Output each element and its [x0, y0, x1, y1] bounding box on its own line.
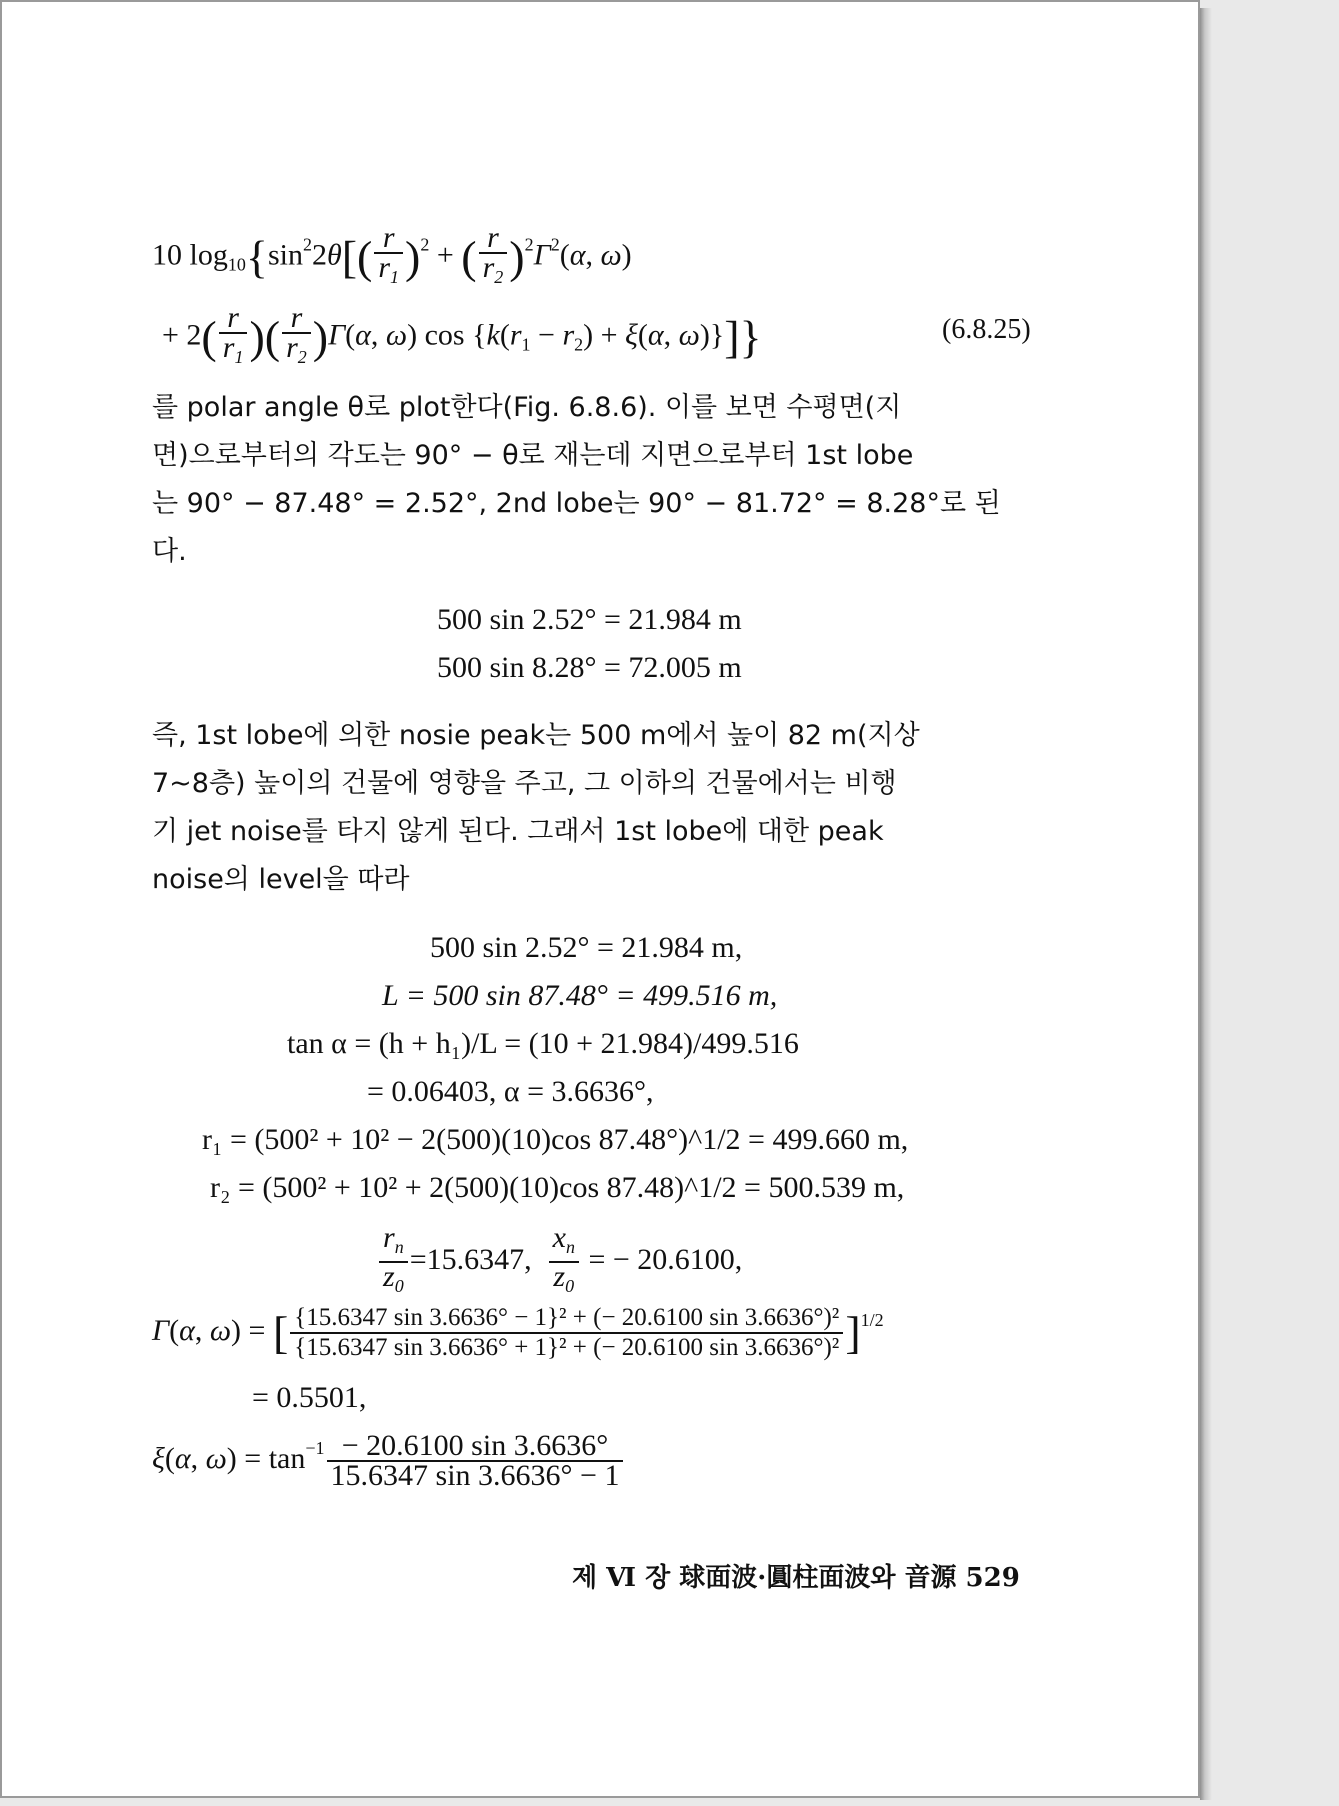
- equation-line-1: 10 $\log_{10}\{\sin^22\theta$[( $\frac{r}{r_1}$ )$^2$ + ( $\frac{r}{r_2}$ )$^2\Gamma^2(\alpha$, ω): [152, 221, 632, 287]
- gamma-exponent: 1/2: [860, 1310, 884, 1330]
- calc2-line-4: = 0.06403, α = 3.6636°,: [367, 1075, 654, 1108]
- gamma-equation: Γ(α, ω) = [ $\frac{\text{\{15.6347 sin 3.6636° − 1\}² + (− 20.6100 sin 3.6636°)²}}{\text{\{15.6347 sin 3.6636° + 1\}² + (− 20.6100 sin 3.6636°)²}}$ ]$^{1/2}$: [152, 1304, 884, 1362]
- calc1-line-1: 500 sin 2.52° = 21.984 m: [437, 603, 742, 636]
- xi-numerator: − 20.6100 sin 3.6636°: [327, 1432, 624, 1462]
- paragraph-2-line-2: 7~8층) 높이의 건물에 영향을 주고, 그 이하의 건물에서는 비행: [152, 768, 897, 799]
- calc1-line-2: 500 sin 8.28° = 72.005 m: [437, 651, 742, 684]
- calc2-line-1: 500 sin 2.52° = 21.984 m,: [430, 931, 743, 964]
- paragraph-2-line-3: 기 jet noise를 타지 않게 된다. 그래서 1st lobe에 대한 peak: [152, 816, 884, 847]
- calc2-line-5: r₁ = (500² + 10² − 2(500)(10)cos 87.48°)^1/2 = 499.660 m,: [202, 1123, 909, 1156]
- page-edge: [1200, 8, 1212, 1800]
- equation-number: (6.8.25): [942, 314, 1031, 345]
- gamma-denominator: {15.6347 sin 3.6636° + 1}² + (− 20.6100 sin 3.6636°)²: [294, 1334, 840, 1362]
- paragraph-1-line-2: 면)으로부터의 각도는 90° − θ로 재는데 지면으로부터 1st lobe: [152, 440, 914, 471]
- paragraph-1-line-1: 를 polar angle θ로 plot한다(Fig. 6.8.6). 이를 보면 수평면(지: [152, 392, 902, 423]
- paragraph-2-line-1: 즉, 1st lobe에 의한 nosie peak는 500 m에서 높이 82 m(지상: [152, 720, 920, 751]
- paragraph-1-line-4: 다.: [152, 536, 187, 567]
- equation-line-2: + 2( $\frac{r}{r_1}$ )( $\frac{r}{r_2}$ )Γ(α, ω) $\cos \{k(r_1 - r_2) + \xi(\alpha$, ω)}]}: [162, 301, 762, 367]
- paragraph-1-line-3: 는 90° − 87.48° = 2.52°, 2nd lobe는 90° − 81.72° = 8.28°로 된: [152, 488, 1001, 519]
- rn-z0-value: 15.6347,: [426, 1242, 532, 1276]
- paragraph-2-line-4: noise의 level을 따라: [152, 864, 410, 895]
- xn-z0-value: − 20.6100,: [612, 1242, 743, 1276]
- gamma-result: = 0.5501,: [252, 1381, 367, 1414]
- xi-denominator: 15.6347 sin 3.6636° − 1: [330, 1459, 620, 1493]
- gamma-numerator: {15.6347 sin 3.6636° − 1}² + (− 20.6100 sin 3.6636°)²: [290, 1304, 843, 1334]
- calc2-line-2: L = 500 sin 87.48° = 499.516 m,: [382, 979, 778, 1012]
- calc2-line-6: r₂ = (500² + 10² + 2(500)(10)cos 87.48)^1/2 = 500.539 m,: [210, 1171, 905, 1204]
- page-footer: 제 Ⅵ 장 球面波·圓柱面波와 音源 529: [572, 1563, 1020, 1593]
- xi-equation: ξ(α, $\omega) = \tan^{-1}$ $\frac{- 20.6100 \sin 3.6636^\circ}{15.6347 \sin 3.6636^\circ - 1}$: [152, 1430, 625, 1490]
- calc2-line-3: tan α = (h + h₁)/L = (10 + 21.984)/499.516: [287, 1027, 799, 1060]
- impedance-ratios: $\frac{r_n}{z_0}$ =15.6347, $\frac{x_n}{z_0}$ = − 20.6100,: [377, 1224, 742, 1300]
